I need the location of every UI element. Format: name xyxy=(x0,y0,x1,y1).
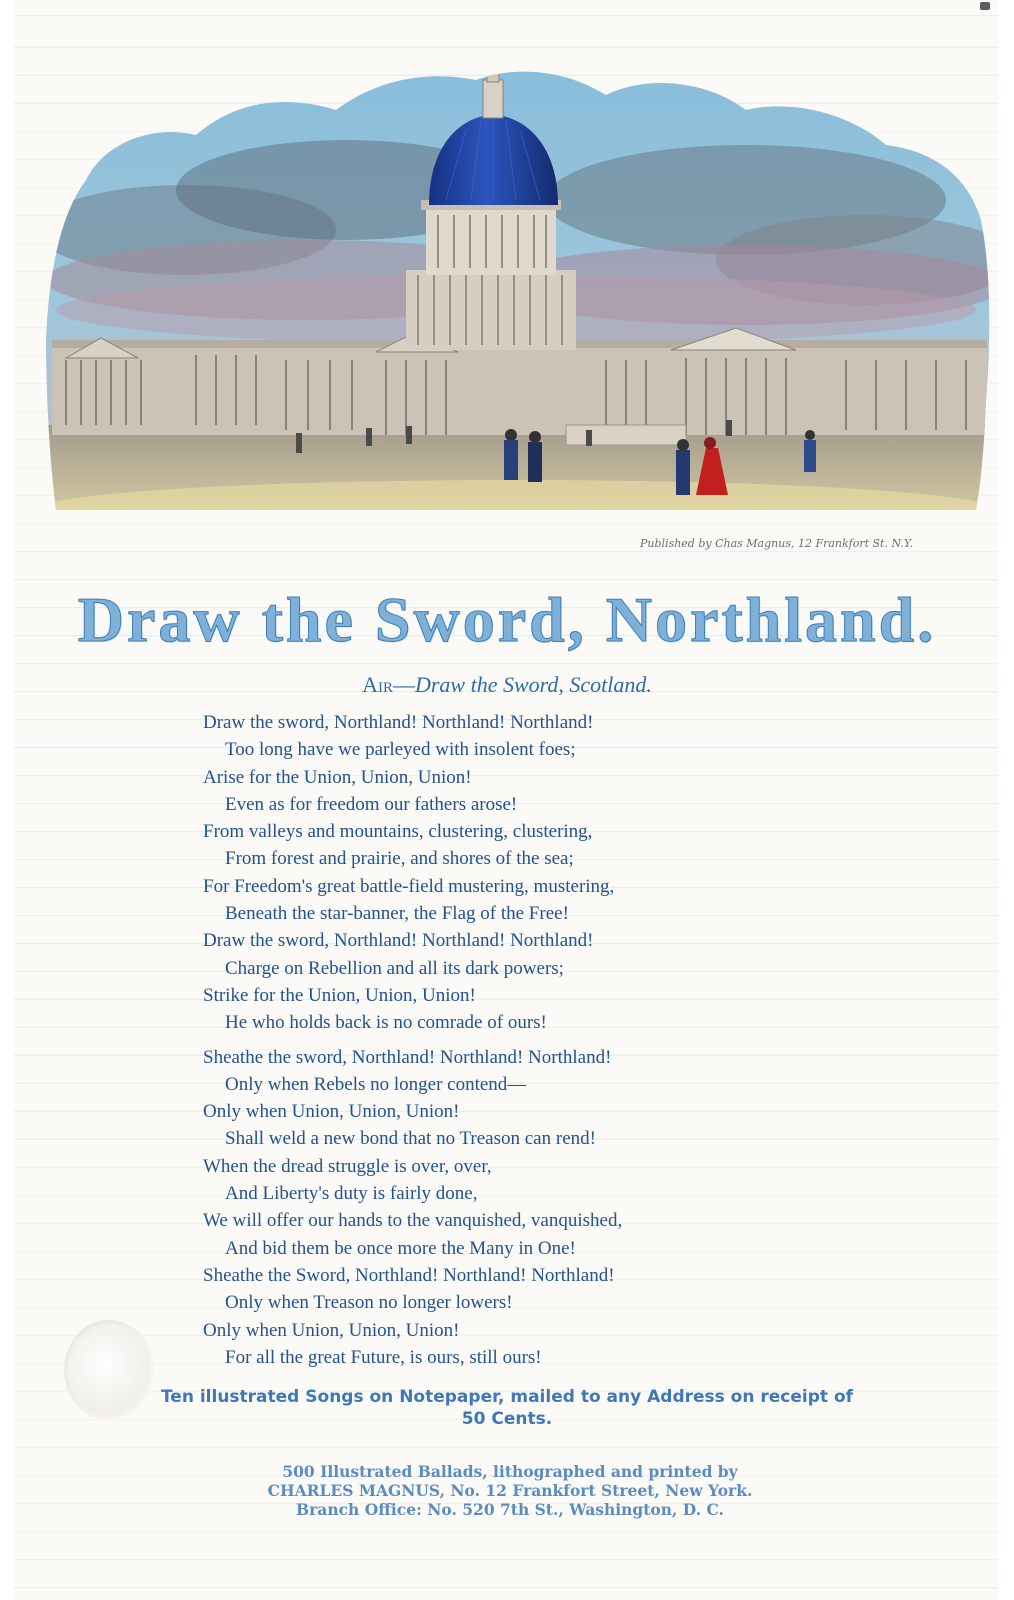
imprint-line: 500 Illustrated Ballads, lithographed and printed by xyxy=(282,1462,738,1481)
air-line xyxy=(0,672,1014,698)
imprint-line: Branch Office: No. 520 7th St., Washington, D. C. xyxy=(296,1500,724,1519)
lyric-line: When the dread struggle is over, over, xyxy=(203,1155,492,1177)
lyric-line: Strike for the Union, Union, Union! xyxy=(203,984,476,1006)
capitol-vignette-illustration xyxy=(46,40,991,550)
capitol-building-picture xyxy=(46,40,991,550)
lyric-line: For Freedom's great battle-field mustering, mustering, xyxy=(203,875,615,897)
lyric-line: Draw the sword, Northland! Northland! Northland! xyxy=(203,930,594,952)
lyric-line: He who holds back is no comrade of ours! xyxy=(225,1012,547,1034)
lyric-line: From forest and prairie, and shores of the sea; xyxy=(225,848,574,870)
mail-order-notice: Ten illustrated Songs on Notepaper, mailed to any Address on receipt of 50 Cents. xyxy=(160,1387,854,1429)
printer-imprint xyxy=(200,1462,820,1519)
lyric-line: Draw the sword, Northland! Northland! Northland! xyxy=(203,712,594,733)
corner-clip-mark xyxy=(980,2,990,10)
lyric-line: Only when Union, Union, Union! xyxy=(203,1101,460,1123)
lyric-line: From valleys and mountains, clustering, clustering, xyxy=(203,821,593,843)
lyric-line: For all the great Future, is ours, still ours! xyxy=(225,1346,542,1368)
lyric-line: Arise for the Union, Union, Union! xyxy=(203,766,472,788)
stanza-2 xyxy=(203,1044,823,1372)
page-left-edge xyxy=(0,0,14,1600)
lyric-line: Too long have we parleyed with insolent foes; xyxy=(225,739,576,761)
air-label: Air— xyxy=(362,672,415,697)
lyric-line: Beneath the star-banner, the Flag of the Free! xyxy=(225,903,569,925)
lyric-line: Shall weld a new bond that no Treason can rend! xyxy=(225,1128,596,1150)
lyric-line: And bid them be once more the Many in One! xyxy=(225,1237,576,1259)
page-right-edge xyxy=(998,0,1014,1600)
lyric-line: Even as for freedom our fathers arose! xyxy=(225,793,518,815)
air-tune: Draw the Sword, Scotland. xyxy=(414,672,652,697)
lyric-line: Charge on Rebellion and all its dark powers; xyxy=(225,957,564,979)
lyric-line: And Liberty's duty is fairly done, xyxy=(225,1183,478,1205)
song-title: Draw the Sword, Northland. xyxy=(77,584,937,655)
embossed-stamp xyxy=(64,1320,154,1420)
lyric-line: Only when Union, Union, Union! xyxy=(203,1319,460,1341)
song-lyrics xyxy=(203,709,823,1371)
stanza-1 xyxy=(203,709,823,1037)
lyric-line: Only when Rebels no longer contend— xyxy=(225,1073,527,1095)
publisher-credit: Published by Chas Magnus, 12 Frankfort St. N.Y. xyxy=(640,537,914,550)
lyric-line: We will offer our hands to the vanquished, vanquished, xyxy=(203,1210,623,1232)
lyric-line: Only when Treason no longer lowers! xyxy=(225,1292,513,1314)
lyric-line: Sheathe the sword, Northland! Northland! Northland! xyxy=(203,1046,612,1068)
lyric-line: Sheathe the Sword, Northland! Northland! Northland! xyxy=(203,1264,615,1286)
imprint-line: CHARLES MAGNUS, No. 12 Frankfort Street, New York. xyxy=(267,1481,753,1500)
